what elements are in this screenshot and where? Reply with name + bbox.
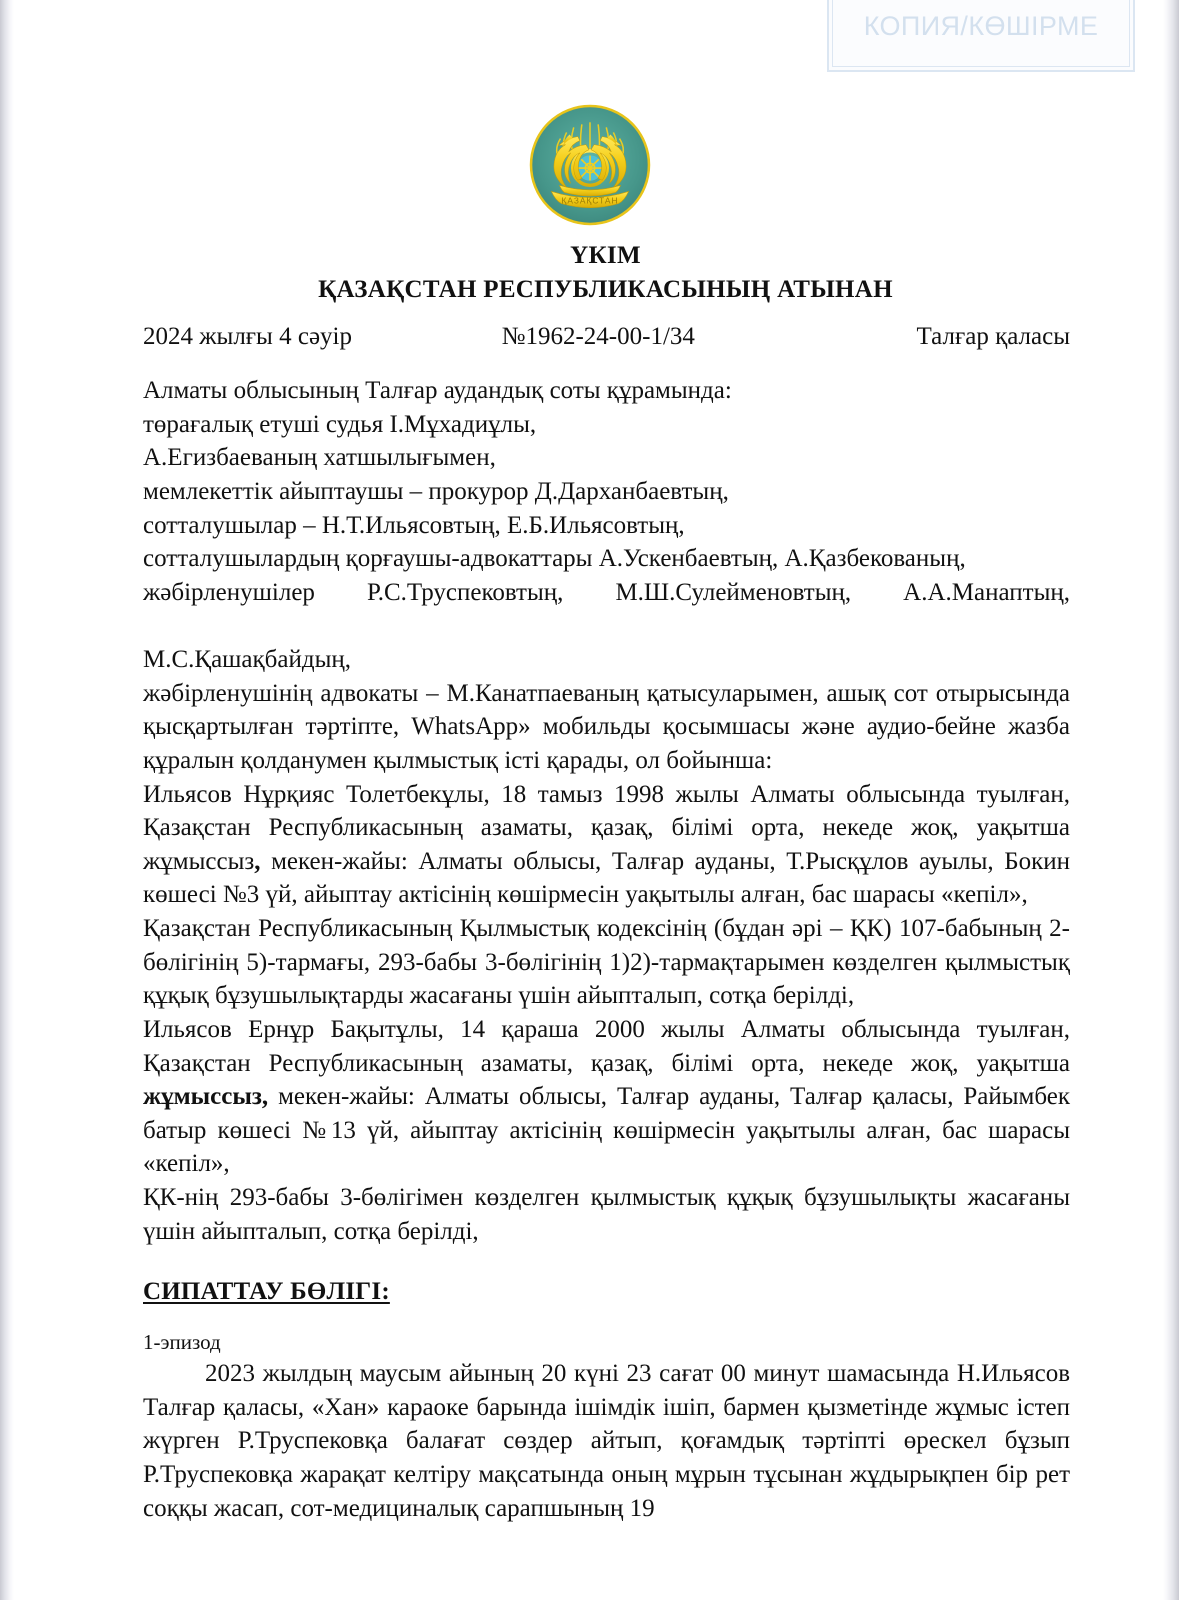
defendant-2-details-part2: мекен-жайы: Алматы облысы, Талғар ауданы, Талғар қаласы, Райымбек батыр көшесі №13 үй, айыптау актісінің көшірмесін уақытылы алған, бас шарасы «кепіл»,: [143, 1083, 1070, 1178]
copy-watermark-stamp: [827, 0, 1135, 72]
victims-line: жәбірленушілер Р.С.Труспековтың, М.Ш.Сулейменовтың, А.А.Манаптың,: [143, 578, 1070, 606]
defendant-1-charge: Қазақстан Республикасының Қылмыстық кодексінің (бұдан әрі – ҚК) 107-бабының 2-бөлігінің 5)-тармағы, 293-бабы 3-бөлігінің 1)2)-тармақтарымен көзделген қылмыстық құқық бұзушылықтарды жасағаны үшін айыпталып, сотқа берілді,: [143, 915, 1070, 1010]
episode-paragraph: 2023 жылдың маусым айының 20 күні 23 сағат 00 минут шамасында Н.Ильясов Талғар қаласы, «Хан» караоке барында ішімдік ішіп, бармен қызметінде жұмыс істеп жүрген Р.Труспековқа балағат сөздер айтып, қоғамдық тәртіпті өрескел бұзып Р.Труспековқа жарақат келтіру мақсатында оның мұрын тұсынан жұдырықпен бір рет соққы жасап, сот-медициналық сарапшының 19: [143, 1360, 1070, 1522]
defendant-2-details: [143, 1013, 1070, 1181]
page-shadow-left: [0, 0, 14, 1600]
page-shadow-right: [1163, 0, 1179, 1600]
court-composition-line: Алматы облысының Талғар аудандық соты құрамында:: [143, 377, 732, 404]
court-composition-line: төрағалық етуші судья І.Мұхадиұлы,: [143, 410, 537, 438]
defendant-2-charge: ҚК-нің 293-бабы 3-бөлігімен көзделген қылмыстық құқық бұзушылықты жасағаны үшін айыпталып, сотқа берілді,: [143, 1184, 1070, 1245]
victims-line: М.С.Қашақбайдың,: [143, 646, 352, 673]
episode-label: 1-эпизод: [143, 1329, 221, 1354]
court-composition-line: сотталушылардың қорғаушы-адвокаттары А.Ускенбаевтың, А.Қазбекованың,: [143, 545, 966, 573]
section-heading-descriptive: СИПАТТАУ БӨЛІГІ:: [143, 1278, 390, 1306]
copy-watermark-inner-border: [832, 0, 1130, 67]
defendant-2-bold-word: жұмыссыз,: [143, 1083, 269, 1111]
page-title: ҮКІМ: [570, 242, 641, 269]
court-composition-line: сотталушылар – Н.Т.Ильясовтың, Е.Б.Ильясовтың,: [143, 511, 685, 539]
copy-watermark-text: КОПИЯ/КӨШІРМЕ: [863, 10, 1099, 41]
emblem-container: [0, 104, 1179, 226]
defendant-1-bold-comma: ,: [254, 847, 261, 875]
document-heading: [143, 240, 1068, 306]
page-subtitle: ҚАЗАҚСТАН РЕСПУБЛИКАСЫНЫҢ АТЫНАН: [318, 276, 893, 303]
document-date: 2024 жылғы 4 сәуір: [143, 323, 352, 350]
hearing-paragraph: жәбірленушінің адвокаты – М.Канатпаеваның қатысуларымен, ашық сот отырысында қысқартылған тәртіпте, WhatsApp» мобильды қосымшасы және аудио-бейне жазба құралын қолданумен қылмыстық істі қарады, ол бойынша:: [143, 679, 1070, 774]
court-composition-line: А.Егизбаеваның хатшылығымен,: [143, 444, 496, 472]
court-composition-line: мемлекеттік айыптаушы – прокурор Д.Дарханбаевтың,: [143, 477, 729, 505]
defendant-2-details-part1: Ильясов Ернұр Бақытұлы, 14 қараша 2000 жылы Алматы облысында туылған, Қазақстан Республикасының азаматы, қазақ, білімі орта, некеде жоқ, уақытша: [143, 1015, 1070, 1077]
case-number: №1962-24-00-1/34: [501, 323, 695, 350]
document-body: [143, 374, 1070, 1525]
document-city: Талғар қаласы: [916, 323, 1070, 350]
defendant-1-details-part1: Ильясов Нұрқияс Толетбекұлы, 18 тамыз 1998 жылы Алматы облысында туылған, Қазақстан Республикасының азаматы, қазақ, білімі орта, некеде жоқ, уақытша жұмыссыз: [143, 780, 1070, 875]
svg-text:ҚАЗАҚСТАН: ҚАЗАҚСТАН: [560, 195, 619, 206]
document-meta-row: [143, 322, 1070, 352]
defendant-1-details: [143, 778, 1070, 913]
defendant-1-details-part2: мекен-жайы: Алматы облысы, Талғар ауданы, Т.Рысқұлов ауылы, Бокин көшесі №3 үй, айыптау актісінің көшірмесін уақытылы алған, бас шарасы «кепіл»,: [143, 847, 1070, 909]
kazakhstan-state-emblem-icon: [529, 104, 651, 226]
